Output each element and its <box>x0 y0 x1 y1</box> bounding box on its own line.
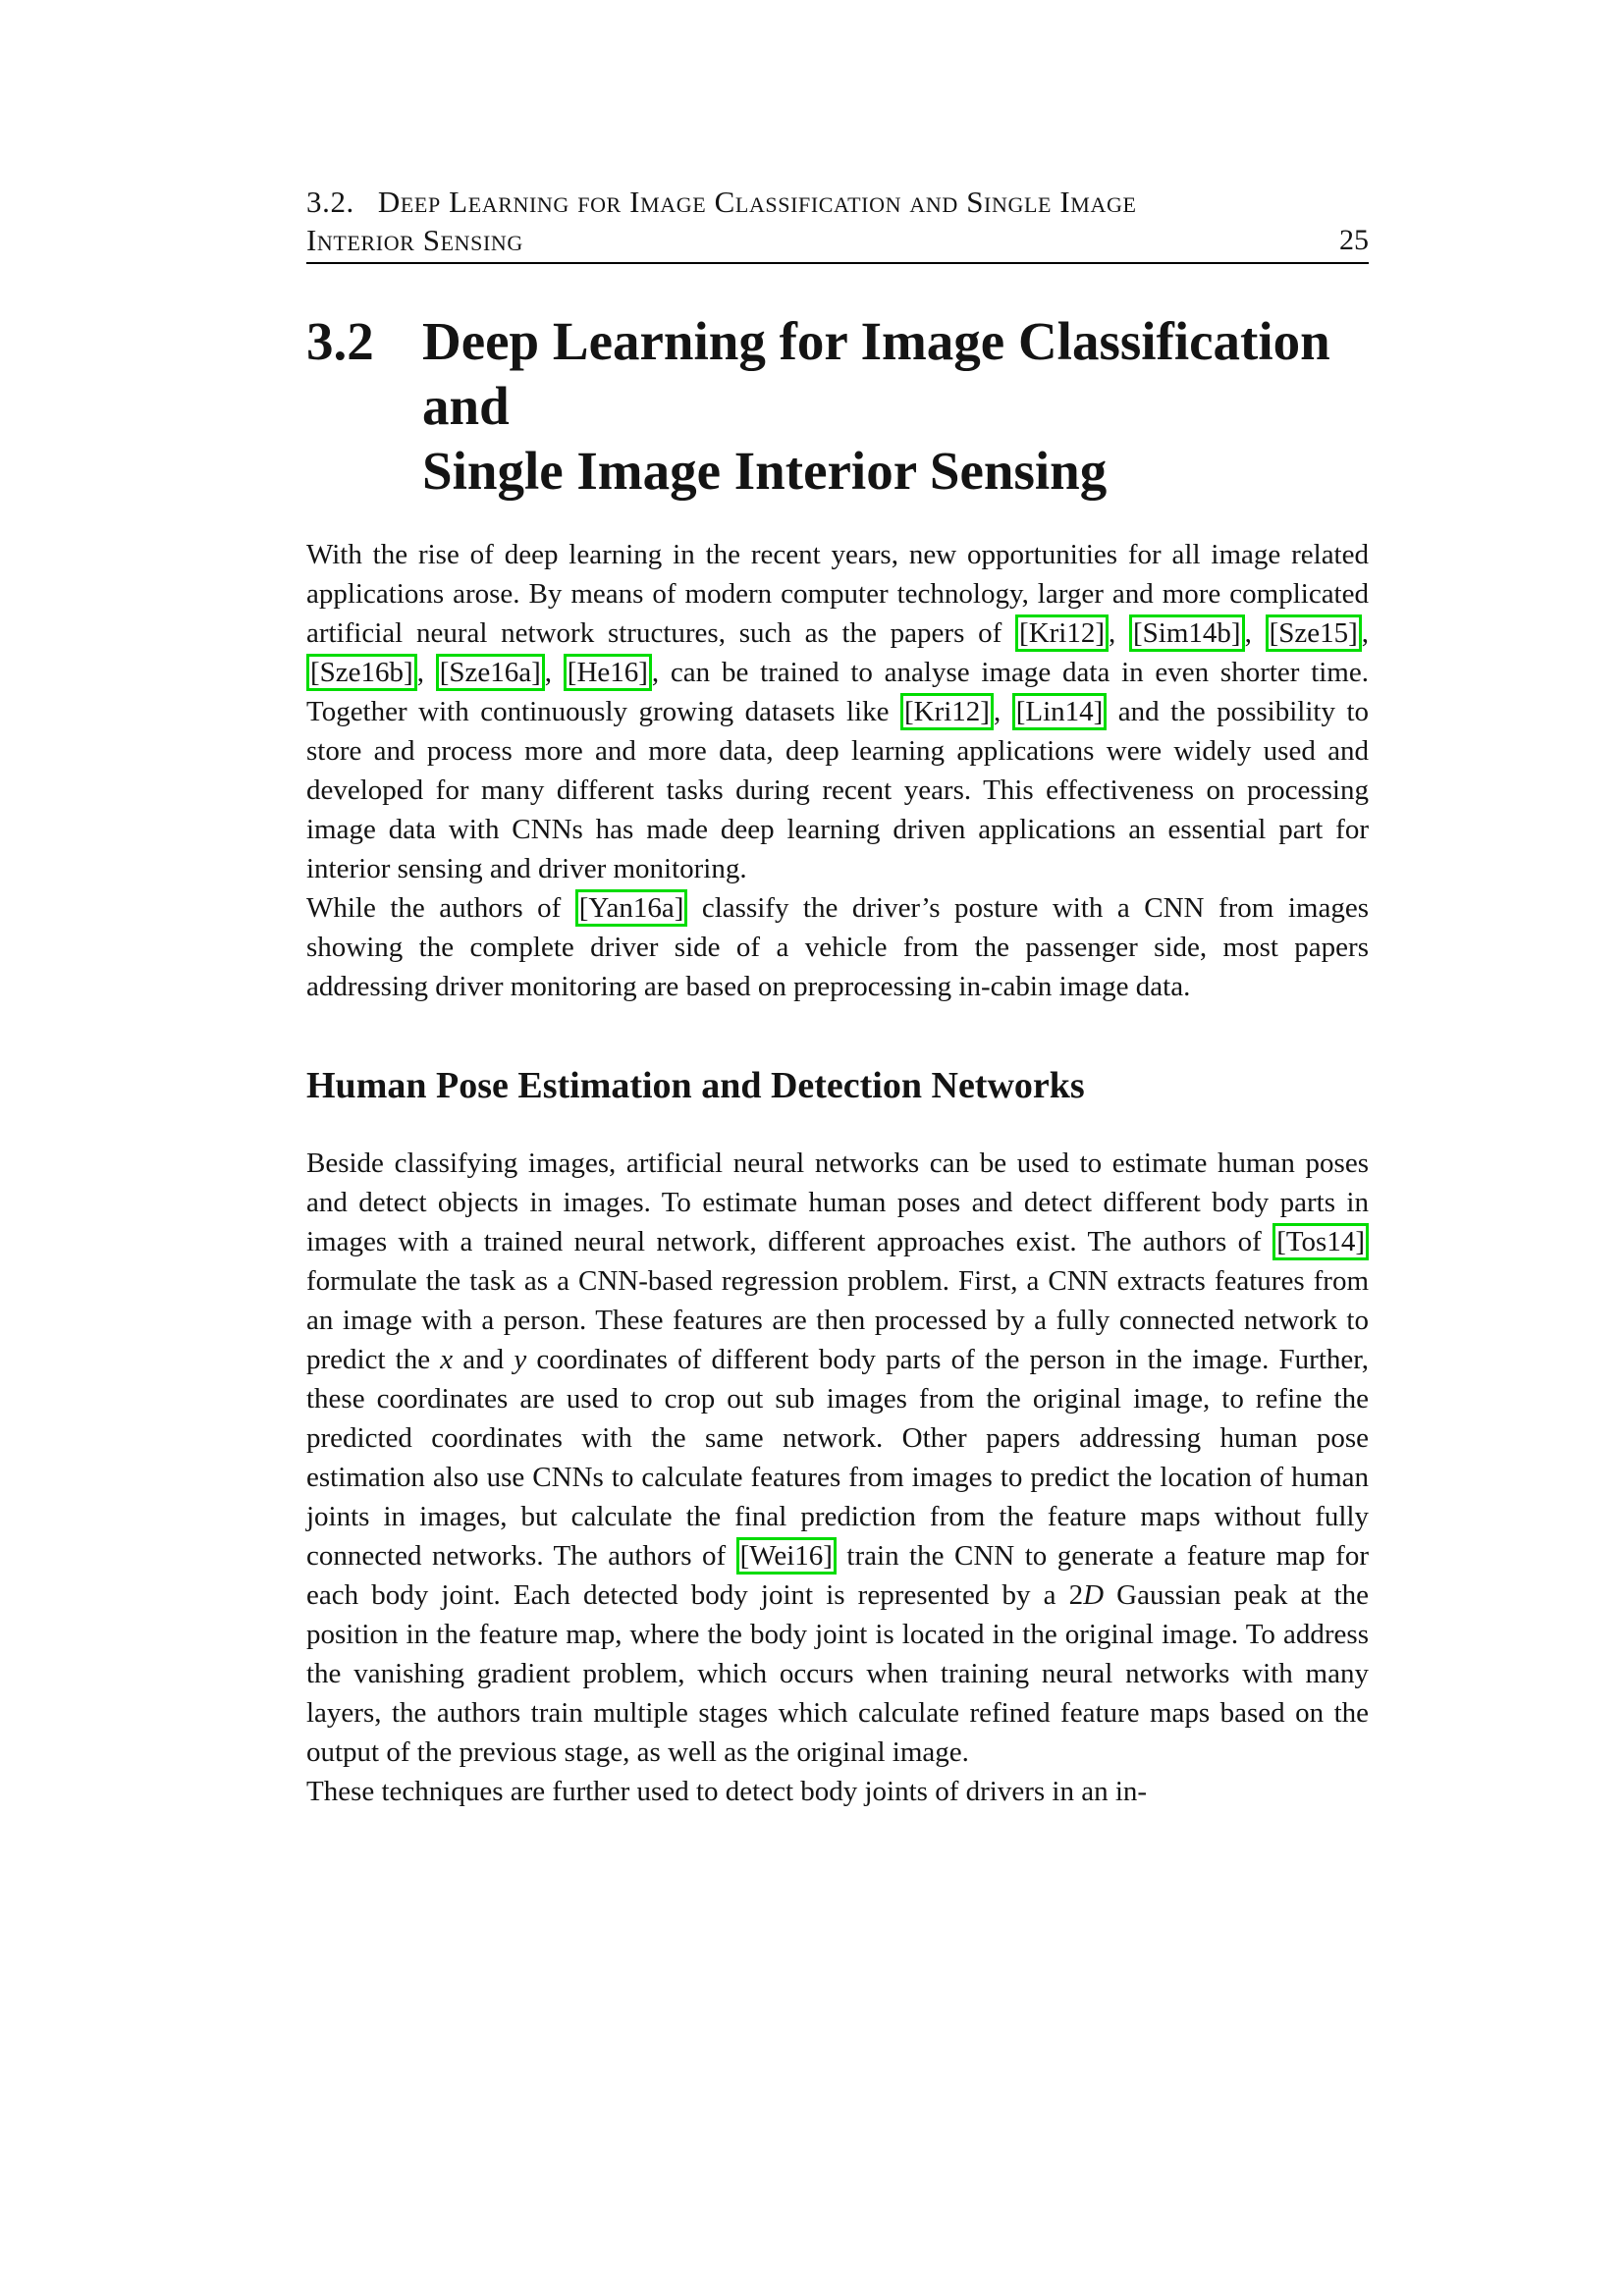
running-header-line2: Interior Sensing <box>306 223 523 257</box>
text-run: Gaussian peak at the position in the feature map, where the body joint is located in the original image. To address the vanishing gradient problem, which occurs when training neural networks with many layers, the authors train multiple stages which calculate refined feature maps based on the output of the previous stage, as well as the original image. <box>306 1579 1369 1768</box>
paragraph-intro-continued <box>306 888 1369 1006</box>
text-run: With the rise of deep learning in the recent years, new opportunities for all image related applications arose. By means of modern computer technology, larger and more complicated artificial neural network structures, such as the papers of <box>306 539 1369 649</box>
page-number: 25 <box>1339 224 1369 256</box>
citation-link[interactable]: [Sze16a] <box>436 654 545 691</box>
math-variable-x: x <box>440 1344 454 1375</box>
citation-link[interactable]: [Wei16] <box>736 1537 837 1575</box>
header-rule <box>306 262 1369 264</box>
text-run: classify the driver’s posture with a CNN from images showing the complete driver side of a vehicle from the passenger side, most papers addressing driver monitoring are based on preprocessing in-cabin image data. <box>306 892 1369 1002</box>
text-run: , can be trained to analyse image data in even shorter time. Together with continuously growing datasets like <box>306 657 1369 727</box>
citation-link[interactable]: [Sze15] <box>1266 614 1362 652</box>
text-run: Beside classifying images, artificial neural networks can be used to estimate human poses and detect objects in images. To estimate human poses and detect different body parts in images with a trained neural network, different approaches exist. The authors of <box>306 1148 1369 1257</box>
paragraph-intro <box>306 535 1369 888</box>
citation-link[interactable]: [He16] <box>564 654 652 691</box>
math-variable-y: y <box>514 1344 527 1375</box>
running-header <box>306 183 1369 259</box>
citation-link[interactable]: [Yan16a] <box>575 889 688 927</box>
text-run: These techniques are further used to detect body joints of drivers in an in- <box>306 1776 1148 1807</box>
text-run: While the authors of <box>306 892 575 924</box>
text-run: , <box>416 657 436 688</box>
citation-link[interactable]: [Sim14b] <box>1129 614 1245 652</box>
text-run: , <box>1361 617 1370 649</box>
text-run: and <box>453 1344 514 1375</box>
running-header-title <box>306 183 1136 259</box>
citation-link[interactable]: [Sze16b] <box>306 654 417 691</box>
text-run: , <box>544 657 564 688</box>
section-title-line2: Single Image Interior Sensing <box>422 441 1108 501</box>
text-run: , <box>993 696 1012 727</box>
running-header-line1 <box>306 183 1136 221</box>
paragraph-pose-estimation <box>306 1144 1369 1772</box>
running-header-text: Deep Learning for Image Classification and Single Image <box>377 185 1137 219</box>
section-number: 3.2 <box>306 311 374 371</box>
text-run: , <box>1244 617 1266 649</box>
section-title-text <box>422 309 1369 504</box>
section-title <box>306 309 1369 504</box>
paragraph-pose-estimation-continued <box>306 1772 1369 1811</box>
citation-link[interactable]: [Kri12] <box>1015 614 1109 652</box>
math-variable-d: D <box>1083 1579 1105 1611</box>
text-run: train the CNN to generate a feature map for each body joint. Each detected body joint is represented by a 2 <box>306 1540 1369 1611</box>
citation-link[interactable]: [Kri12] <box>900 693 994 730</box>
running-header-section-number: 3.2. <box>306 185 354 219</box>
citation-link[interactable]: [Lin14] <box>1012 693 1108 730</box>
text-run: and the possibility to store and process more and more data, deep learning applications were widely used and developed for many different tasks during recent years. This effectiveness on processing image data with CNNs has made deep learning driven applications an essential part for interior sensing and driver monitoring. <box>306 696 1369 884</box>
text-run: coordinates of different body parts of the person in the image. Further, these coordinates are used to crop out sub images from the original image, to refine the predicted coordinates with the same network. Other papers addressing human pose estimation also use CNNs to calculate features from images to predict the location of human joints in images, but calculate the final prediction from the feature maps without fully connected networks. The authors of <box>306 1344 1369 1572</box>
citation-link[interactable]: [Tos14] <box>1272 1223 1369 1260</box>
text-run: formulate the task as a CNN-based regression problem. First, a CNN extracts features from an image with a person. These features are then processed by a fully connected network to predict the <box>306 1265 1369 1375</box>
subsection-title: Human Pose Estimation and Detection Networks <box>306 1065 1085 1106</box>
text-run: , <box>1109 617 1130 649</box>
section-title-line1: Deep Learning for Image Classification and <box>422 311 1330 436</box>
